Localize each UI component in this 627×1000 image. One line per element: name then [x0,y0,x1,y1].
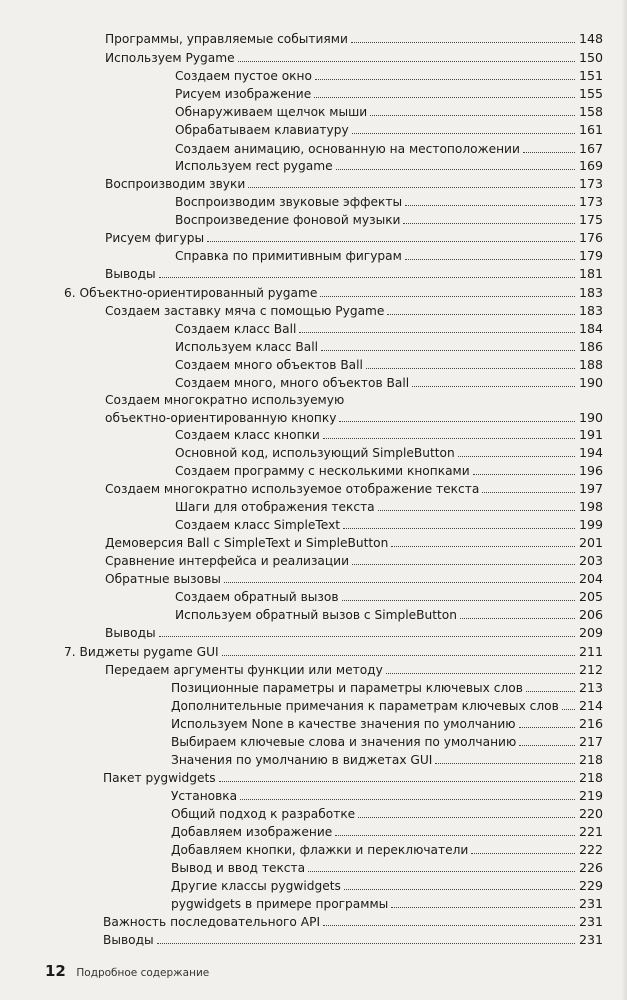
toc-entry [105,623,604,641]
dot-leader [335,835,575,836]
dot-leader [405,259,575,260]
page-ref: 161 [579,122,604,137]
section-title: Используем None в качестве значения по умолчанию [171,717,516,731]
page-ref: 190 [579,375,604,390]
dot-leader [320,296,575,297]
page-ref: 226 [579,860,604,875]
section-title: Добавляем изображение [171,825,333,839]
toc-entry [105,48,604,66]
toc-entry [175,461,604,479]
page-ref: 203 [579,553,604,568]
chapter-title: 6. Объектно-ориентированный pygame [64,286,318,300]
toc-entry [105,301,604,319]
running-title: Подробное содержание [76,967,210,979]
toc-entry [175,246,604,264]
toc-entry [103,912,604,930]
dot-leader [386,673,575,674]
toc-entry [175,156,604,174]
dot-leader [473,474,575,475]
section-title: Обнаруживаем щелчок мыши [175,105,368,119]
toc-entry [105,551,604,569]
toc-entry [105,479,604,497]
dot-leader [207,241,575,242]
page-ref: 197 [579,481,604,496]
toc-entry [105,408,604,426]
page-ref: 221 [579,824,604,839]
page-ref: 188 [579,357,604,372]
dot-leader [238,61,575,62]
dot-leader [391,907,575,908]
page-ref: 211 [579,644,604,659]
page-ref: 190 [579,410,604,425]
page-ref: 181 [579,266,604,281]
page-ref: 199 [579,517,604,532]
toc-entry [175,319,604,337]
toc-entry [105,569,604,587]
dot-leader [523,152,575,153]
dot-leader [321,350,575,351]
page-ref: 186 [579,339,604,354]
page-ref: 218 [579,770,604,785]
page-ref: 219 [579,788,604,803]
page-ref: 204 [579,571,604,586]
toc-entry [105,533,604,551]
dot-leader [159,636,575,637]
toc-entry [105,29,604,47]
section-title: Позиционные параметры и параметры ключевых слов [171,681,523,695]
dot-leader [458,456,575,457]
page-ref: 198 [579,499,604,514]
section-title: Выбираем ключевые слова и значения по умолчанию [171,735,517,749]
page-ref: 173 [579,194,604,209]
toc-entry [175,605,604,623]
section-title: Основной код, использующий SimpleButton [175,446,455,460]
page-ref: 167 [579,141,604,156]
toc-entry [171,858,604,876]
dot-leader [370,115,575,116]
toc-entry [175,355,604,373]
page-ref: 175 [579,212,604,227]
section-title: Создаем много объектов Ball [175,358,363,372]
section-title: Создаем пустое окно [175,69,312,83]
toc-entry [175,84,604,102]
page-ref: 217 [579,734,604,749]
dot-leader [358,817,575,818]
section-title: Важность последовательного API [103,915,321,929]
section-title: Обратные вызовы [105,572,221,586]
dot-leader [344,889,575,890]
dot-leader [314,97,575,98]
chapter-title: 7. Виджеты pygame GUI [64,645,219,659]
section-title: Используем Pygame [105,51,235,65]
dot-leader [315,79,575,80]
page-edge-shadow [621,0,627,1000]
page-ref: 212 [579,662,604,677]
section-title: объектно-ориентированную кнопку [105,411,337,425]
toc-entry [171,714,604,732]
toc-entry [171,822,604,840]
dot-leader [526,691,575,692]
page-ref: 218 [579,752,604,767]
toc-entry [171,804,604,822]
page-ref: 209 [579,625,604,640]
dot-leader [403,223,575,224]
page-ref: 231 [579,914,604,929]
dot-leader [482,492,575,493]
dot-leader [412,386,575,387]
section-title: Передаем аргументы функции или методу [105,663,383,677]
dot-leader [562,709,575,710]
page-footer [45,962,209,980]
dot-leader [387,314,575,315]
page-ref: 229 [579,878,604,893]
dot-leader [352,133,575,134]
dot-leader [351,42,575,43]
section-title: Создаем анимацию, основанную на местоположении [175,142,520,156]
page-ref: 179 [579,248,604,263]
dot-leader [339,421,575,422]
section-title: Сравнение интерфейса и реализации [105,554,350,568]
toc-entry [171,840,604,858]
toc-entry [171,786,604,804]
toc-entry [105,174,604,192]
dot-leader [222,655,575,656]
page-ref: 155 [579,86,604,101]
toc-entry [175,515,604,533]
toc-entry [105,228,604,246]
dot-leader [240,799,575,800]
page-ref: 206 [579,607,604,622]
dot-leader [323,925,575,926]
page-ref: 216 [579,716,604,731]
section-title: Выводы [105,267,156,281]
dot-leader [366,368,575,369]
toc-entry [175,66,604,84]
page-ref: 220 [579,806,604,821]
section-title: Выводы [105,626,156,640]
section-title: Создаем класс SimpleText [175,518,341,532]
toc-entry [103,930,604,948]
toc-entry [171,678,604,696]
toc-entry [103,768,604,786]
toc-entry [175,425,604,443]
section-title: Вывод и ввод текста [171,861,306,875]
toc-entry [175,337,604,355]
section-title: Значения по умолчанию в виджетах GUI [171,753,433,767]
page-ref: 148 [579,31,604,46]
toc-entry [64,642,604,660]
section-title: pygwidgets в примере программы [171,897,389,911]
dot-leader [435,763,575,764]
toc-entry [175,120,604,138]
page-ref: 184 [579,321,604,336]
toc-entry [171,876,604,894]
section-title: Пакет pygwidgets [103,771,216,785]
section-title: Используем класс Ball [175,340,318,354]
dot-leader [460,618,575,619]
page-ref: 205 [579,589,604,604]
page-ref: 213 [579,680,604,695]
page-ref: 214 [579,698,604,713]
page-ref: 169 [579,158,604,173]
dot-leader [519,727,575,728]
page-ref: 201 [579,535,604,550]
page-ref: 231 [579,932,604,947]
dot-leader [336,169,575,170]
toc-entry [175,443,604,461]
dot-leader [391,546,575,547]
page-ref: 151 [579,68,604,83]
section-title: Создаем заставку мяча с помощью Pygame [105,304,385,318]
section-title: Программы, управляемые событиями [105,32,348,46]
toc-entry [171,750,604,768]
page-ref: 183 [579,303,604,318]
section-title: Демоверсия Ball с SimpleText и SimpleButton [105,536,389,550]
section-title: Создаем многократно используемое отображение текста [105,482,480,496]
section-title: Создаем класс кнопки [175,428,320,442]
toc-entry [171,696,604,714]
dot-leader [342,600,576,601]
dot-leader [248,187,575,188]
toc-entry [171,732,604,750]
dot-leader [352,564,575,565]
section-title: Создаем обратный вызов [175,590,339,604]
toc-entry [64,283,604,301]
section-title: Обрабатываем клавиатуру [175,123,349,137]
dot-leader [157,943,575,944]
page-ref: 231 [579,896,604,911]
section-title: Рисуем фигуры [105,231,205,245]
dot-leader [308,871,575,872]
toc-entry [171,894,604,912]
page-ref: 176 [579,230,604,245]
toc-entry [175,210,604,228]
section-title: Рисуем изображение [175,87,312,101]
toc-entry [175,373,604,391]
section-title: Воспроизводим звуковые эффекты [175,195,403,209]
section-title: Создаем многократно используемую [105,393,345,407]
dot-leader [343,528,575,529]
page-ref: 158 [579,104,604,119]
toc-entry [175,192,604,210]
page-ref: 194 [579,445,604,460]
toc-entry [175,139,604,157]
section-title: Используем rect pygame [175,159,333,173]
dot-leader [224,582,575,583]
page-ref: 173 [579,176,604,191]
dot-leader [159,277,575,278]
section-title: Добавляем кнопки, флажки и переключатели [171,843,469,857]
page-ref: 196 [579,463,604,478]
section-title: Создаем программу с несколькими кнопками [175,464,470,478]
section-title: Установка [171,789,238,803]
toc-entry [105,660,604,678]
dot-leader [323,438,575,439]
page-ref: 183 [579,285,604,300]
section-title: Создаем много, много объектов Ball [175,376,410,390]
section-title: Создаем класс Ball [175,322,297,336]
dot-leader [219,781,575,782]
section-title: Дополнительные примечания к параметрам ключевых слов [171,699,559,713]
page-ref: 191 [579,427,604,442]
section-title: Другие классы pygwidgets [171,879,341,893]
toc-entry [105,264,604,282]
toc-entry [175,497,604,515]
toc-entry [105,390,599,408]
toc-entry [175,587,604,605]
dot-leader [405,205,575,206]
page-ref: 222 [579,842,604,857]
section-title: Используем обратный вызов с SimpleButton [175,608,457,622]
section-title: Общий подход к разработке [171,807,356,821]
dot-leader [299,332,575,333]
dot-leader [378,510,575,511]
toc-entry [175,102,604,120]
section-title: Воспроизводим звуки [105,177,246,191]
page-ref: 150 [579,50,604,65]
section-title: Воспроизведение фоновой музыки [175,213,401,227]
dot-leader [519,745,575,746]
section-title: Шаги для отображения текста [175,500,375,514]
page-number: 12 [45,962,66,980]
section-title: Справка по примитивным фигурам [175,249,402,263]
section-title: Выводы [103,933,154,947]
dot-leader [471,853,575,854]
